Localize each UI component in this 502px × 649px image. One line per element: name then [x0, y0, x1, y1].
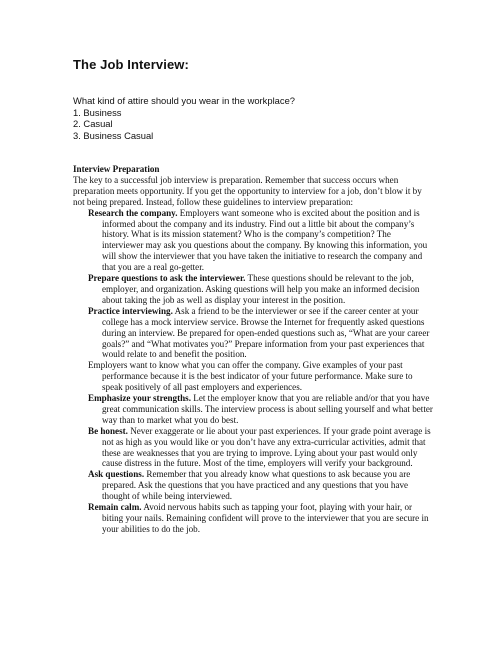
tip-item — [73, 426, 433, 470]
tip-item — [73, 306, 433, 361]
attire-option: 2. Casual — [73, 118, 113, 130]
tip-lead: Prepare questions to ask the interviewer. — [88, 273, 246, 284]
tip-lead: Remain calm. — [88, 502, 142, 513]
tip-item — [73, 469, 433, 502]
tip-lead: Ask questions. — [88, 469, 145, 480]
tip-text: Let the employer know that you are reliable and/or that you have great communication skills. The interview process is about selling yourself and what better way than to market what you do best. — [102, 393, 433, 425]
attire-options-list — [73, 107, 295, 142]
tip-item — [73, 360, 433, 393]
tip-lead: Be honest. — [88, 425, 128, 436]
tip-item — [73, 393, 433, 426]
tip-text: Employers want to know what you can offer the company. Give examples of your past performance because it is the best indicator of your future performance. Make sure to speak positively of all past employers and experiences. — [88, 360, 413, 393]
attire-option: 1. Business — [73, 106, 122, 118]
interview-preparation-section — [73, 164, 433, 535]
tip-lead: Practice interviewing. — [88, 305, 173, 316]
section-heading: Interview Preparation — [73, 164, 160, 174]
tip-text: Remember that you already know what questions to ask because you are prepared. Ask the questions that you have practiced and any questions that you have thought of while being interviewed. — [102, 469, 411, 502]
tip-item — [73, 273, 433, 306]
tip-text: Employers want someone who is excited about the position and is informed about the company and its industry. Find out a little bit about the company’s history. What is its mission statement? Who is the company’s competition? The interviewer may ask you questions about the company. By knowing this information, you will show the interviewer that you have taken the initiative to research the company and that you are a real go-getter. — [102, 207, 428, 273]
attire-option: 3. Business Casual — [73, 129, 154, 141]
tip-lead: Research the company. — [88, 207, 178, 218]
tip-item — [73, 502, 433, 535]
tip-text: Never exaggerate or lie about your past experiences. If your grade point average is not as high as you would like or you don’t have any extra-curricular activities, admit that these are weaknesses that you are trying to improve. Lying about your past would only cause distress in the future. Most of the time, employers will verify your background. — [102, 425, 431, 469]
tip-lead: Emphasize your strengths. — [88, 393, 191, 404]
section-intro: The key to a successful job interview is preparation. Remember that success occurs when preparation meets opportunity. If you get the opportunity to interview for a job, don’t blow it by not being prepared. Instead, follow these guidelines to interview preparation: — [73, 174, 422, 207]
tip-text: These questions should be relevant to the job, employer, and organization. Asking questions will help you make an informed decision about taking the job as well as display your interest in the position. — [102, 273, 420, 305]
preparation-tips-list — [73, 208, 433, 535]
attire-question-block — [73, 95, 295, 141]
tip-text: Ask a friend to be the interviewer or see if the career center at your college has a mock interview service. Browse the Internet for frequently asked questions during an interview. Be prepared for open-ended questions such as, “What are your career goals?” and “What motivates you?” Prepare information from your past experiences that would relate to and benefit the position. — [102, 305, 430, 360]
tip-item — [73, 208, 433, 273]
attire-question: What kind of attire should you wear in the workplace? — [73, 95, 295, 106]
document-title: The Job Interview: — [73, 57, 189, 72]
tip-text: Avoid nervous habits such as tapping your foot, playing with your hair, or biting your nails. Remaining confident will prove to the interviewer that you are secure in your abilities to do the job. — [102, 502, 429, 534]
